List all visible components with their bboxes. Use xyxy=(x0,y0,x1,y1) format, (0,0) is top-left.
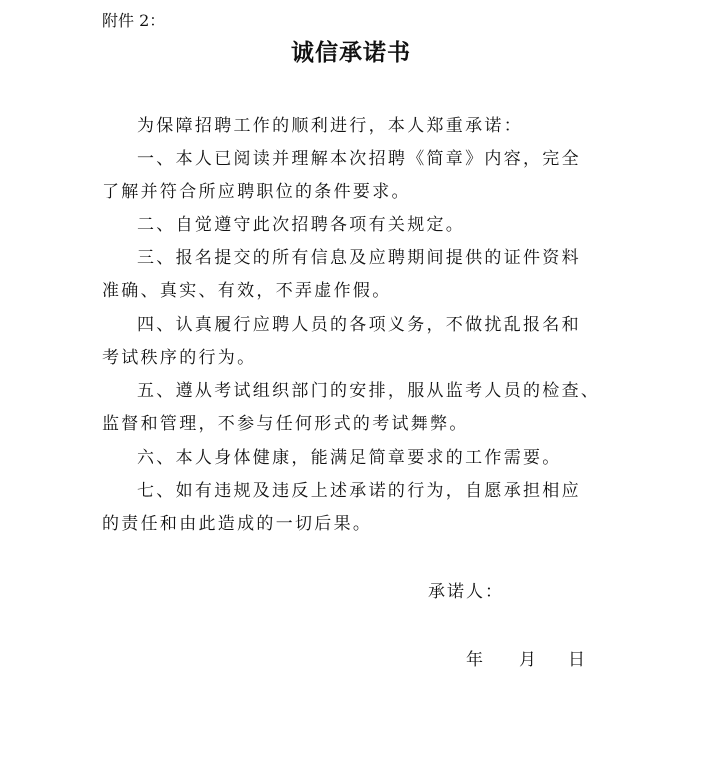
paragraph-item-4-line-1: 四、认真履行应聘人员的各项义务，不做扰乱报名和 xyxy=(137,315,581,335)
paragraph-item-3-line-1: 三、报名提交的所有信息及应聘期间提供的证件资料 xyxy=(137,248,581,268)
paragraph-item-4-line-2: 考试秩序的行为。 xyxy=(102,348,257,368)
date-year: 年 xyxy=(466,650,483,670)
paragraph-item-5-line-1: 五、遵从考试组织部门的安排，服从监考人员的检查、 xyxy=(137,381,601,401)
paragraph-item-7-line-1: 七、如有违规及违反上述承诺的行为，自愿承担相应 xyxy=(137,481,581,501)
paragraph-item-2: 二、自觉遵守此次招聘各项有关规定。 xyxy=(137,215,466,235)
paragraph-item-1-line-2: 了解并符合所应聘职位的条件要求。 xyxy=(102,182,411,202)
paragraph-item-7-line-2: 的责任和由此造成的一切后果。 xyxy=(102,514,373,534)
paragraph-item-6: 六、本人身体健康，能满足简章要求的工作需要。 xyxy=(137,448,562,468)
paragraph-intro: 为保障招聘工作的顺利进行，本人郑重承诺： xyxy=(137,116,523,136)
paragraph-item-5-line-2: 监督和管理，不参与任何形式的考试舞弊。 xyxy=(102,414,469,434)
paragraph-item-1-line-1: 一、本人已阅读并理解本次招聘《简章》内容，完全 xyxy=(137,149,581,169)
date-day: 日 xyxy=(568,650,585,670)
date-month: 月 xyxy=(519,650,536,670)
paragraph-item-3-line-2: 准确、真实、有效，不弄虚作假。 xyxy=(102,281,392,301)
signature-label: 承诺人： xyxy=(428,582,504,602)
attachment-label: 附件 2： xyxy=(102,11,166,30)
document-title: 诚信承诺书 xyxy=(291,40,411,66)
